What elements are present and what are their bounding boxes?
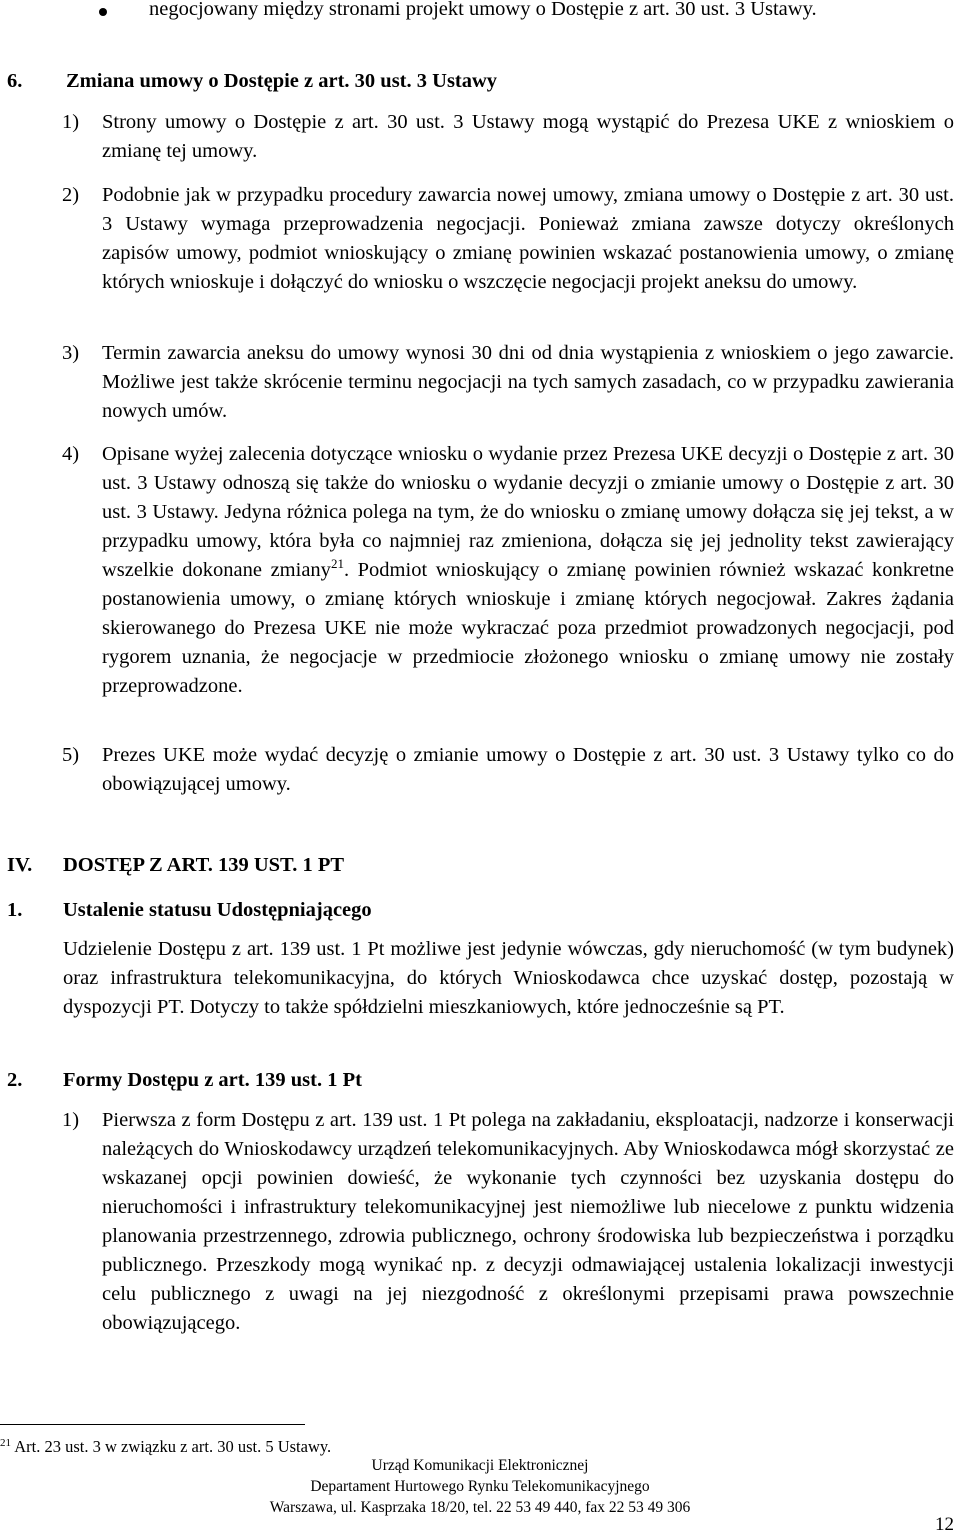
item-text-part: . Podmiot wnioskujący o zmianę powinien również wskazać konkretne postanowienia umowy, o zmianę których wnioskuje i zmianę których negocjował. Zakres żądania skierowanego do Prezesa UKE nie może wykraczać poza przedmiot prowadzonych negocjacji, pod rygorem uznania, że negocjacje w przedmiocie złożonego wniosku o zmianę umowy nie zostały przeprowadzone. [102, 559, 955, 697]
chapter-number: IV. [7, 854, 33, 876]
footnote-ref[interactable]: 21 [330, 556, 344, 571]
item-number: 1) [62, 1109, 80, 1131]
footer-office: Urząd Komunikacji Elektronicznej [371, 1457, 589, 1474]
section-6-number: 6. [7, 70, 23, 92]
footer-department: Departament Hurtowego Rynku Telekomunikacyjnego [310, 1478, 650, 1495]
chapter-4-heading [7, 851, 345, 880]
section-2-heading [7, 1066, 362, 1095]
item-text: Podobnie jak w przypadku procedury zawarcia nowej umowy, zmiana umowy o Dostępie z art. 30 ust. 3 Ustawy wymaga przeprowadzenia negocjacji. Ponieważ zmiana zawsze dotyczy określonych zapisów umowy, podmiot wnioskujący o zmianę powinien wskazać postanowienia umowy, o zmianę których wnioskuje i dołączyć do wniosku o wszczęcie negocjacji projekt aneksu do umowy. [102, 184, 954, 293]
item-number: 5) [62, 744, 80, 766]
list-item [62, 741, 954, 799]
section-1-title: Ustalenie statusu Udostępniającego [63, 899, 372, 921]
footer-address: Warszawa, ul. Kasprzaka 18/20, tel. 22 53 49 440, fax 22 53 49 306 [269, 1499, 691, 1516]
item-text: Strony umowy o Dostępie z art. 30 ust. 3 Ustawy mogą wystąpić do Prezesa UKE z wnioskiem o zmianę tej umowy. [102, 111, 954, 162]
item-text: Prezes UKE może wydać decyzję o zmianie umowy o Dostępie z art. 30 ust. 3 Ustawy tylko co do obowiązującej umowy. [102, 744, 954, 795]
list-item [62, 108, 954, 166]
item-text-part: Opisane wyżej zalecenia dotyczące wniosku o wydanie przez Prezesa UKE decyzji o Dostępie z art. 30 ust. 3 Ustawy odnoszą się także do wniosku o wydanie decyzji o zmianie umowy o Dostępie z art. 30 ust. 3 Ustawy. Jedyna różnica polega na tym, że do wniosku o zmianę umowy dołącza się jej tekst, a w przypadku umowy, która była co najmniej raz zmieniona, dołącza się jej jednolity tekst zawierający wszelkie dokonane zmiany [102, 443, 954, 581]
item-text: Pierwsza z form Dostępu z art. 139 ust. 1 Pt polega na zakładaniu, eksploatacji, nadzorze i konserwacji należących do Wnioskodawcy urządzeń telekomunikacyjnych. Aby Wnioskodawca mógł skorzystać ze wskazanej opcji powinien dowieść, że wykonanie tych czynności bez uzyskania dostępu do nieruchomości i infrastruktury telekomunikacyjnej jest niemożliwe lub niecelowe z punktu widzenia planowania przestrzennego, zdrowia publicznego, ochrony środowiska lub bezpieczeństwa i porządku publicznego. Przeszkody mogą wynikać np. z decyzji odmawiającej ustalenia lokalizacji inwestycji celu publicznego z uwagi na jej niezgodność z określonymi przepisami prawa powszechnie obowiązującego. [102, 1109, 954, 1334]
section-6-title: Zmiana umowy o Dostępie z art. 30 ust. 3 Ustawy [66, 70, 498, 92]
section-1-heading [7, 896, 372, 925]
footnote-divider [0, 1424, 305, 1425]
list-item [62, 440, 954, 701]
section-1-body: Udzielenie Dostępu z art. 139 ust. 1 Pt możliwe jest jedynie wówczas, gdy nieruchomość (w tym budynek) oraz infrastruktura telekomunikacyjna, do których Wnioskodawca chce uzyskać dostęp, pozostają w dyspozycji PT. Dotyczy to także spółdzielni mieszkaniowych, które jednocześnie są PT. [63, 938, 954, 1018]
page-number: 12 [935, 1514, 954, 1535]
item-number: 2) [62, 184, 80, 206]
chapter-title: DOSTĘP Z ART. 139 UST. 1 PT [63, 854, 345, 876]
list-item [62, 339, 954, 426]
footnote-number: 21 [0, 1437, 11, 1449]
item-text [102, 440, 954, 701]
section-1-number: 1. [7, 899, 23, 921]
footnote-text: Art. 23 ust. 3 w związku z art. 30 ust. 5 Ustawy. [14, 1437, 332, 1456]
item-number: 1) [62, 111, 80, 133]
bullet-icon [99, 8, 107, 16]
section-6-heading [7, 67, 498, 96]
item-number: 4) [62, 443, 80, 465]
item-text: Termin zawarcia aneksu do umowy wynosi 30 dni od dnia wystąpienia z wnioskiem o jego zawarcie. Możliwe jest także skrócenie terminu negocjacji na tych samych zasadach, co w przypadku zawierania nowych umów. [102, 342, 954, 422]
list-item [62, 181, 954, 297]
item-number: 3) [62, 342, 80, 364]
section-2-title: Formy Dostępu z art. 139 ust. 1 Pt [63, 1069, 362, 1091]
section-2-number: 2. [7, 1069, 23, 1091]
bullet-text: negocjowany między stronami projekt umowy o Dostępie z art. 30 ust. 3 Ustawy. [149, 0, 817, 20]
list-item [62, 1106, 954, 1338]
